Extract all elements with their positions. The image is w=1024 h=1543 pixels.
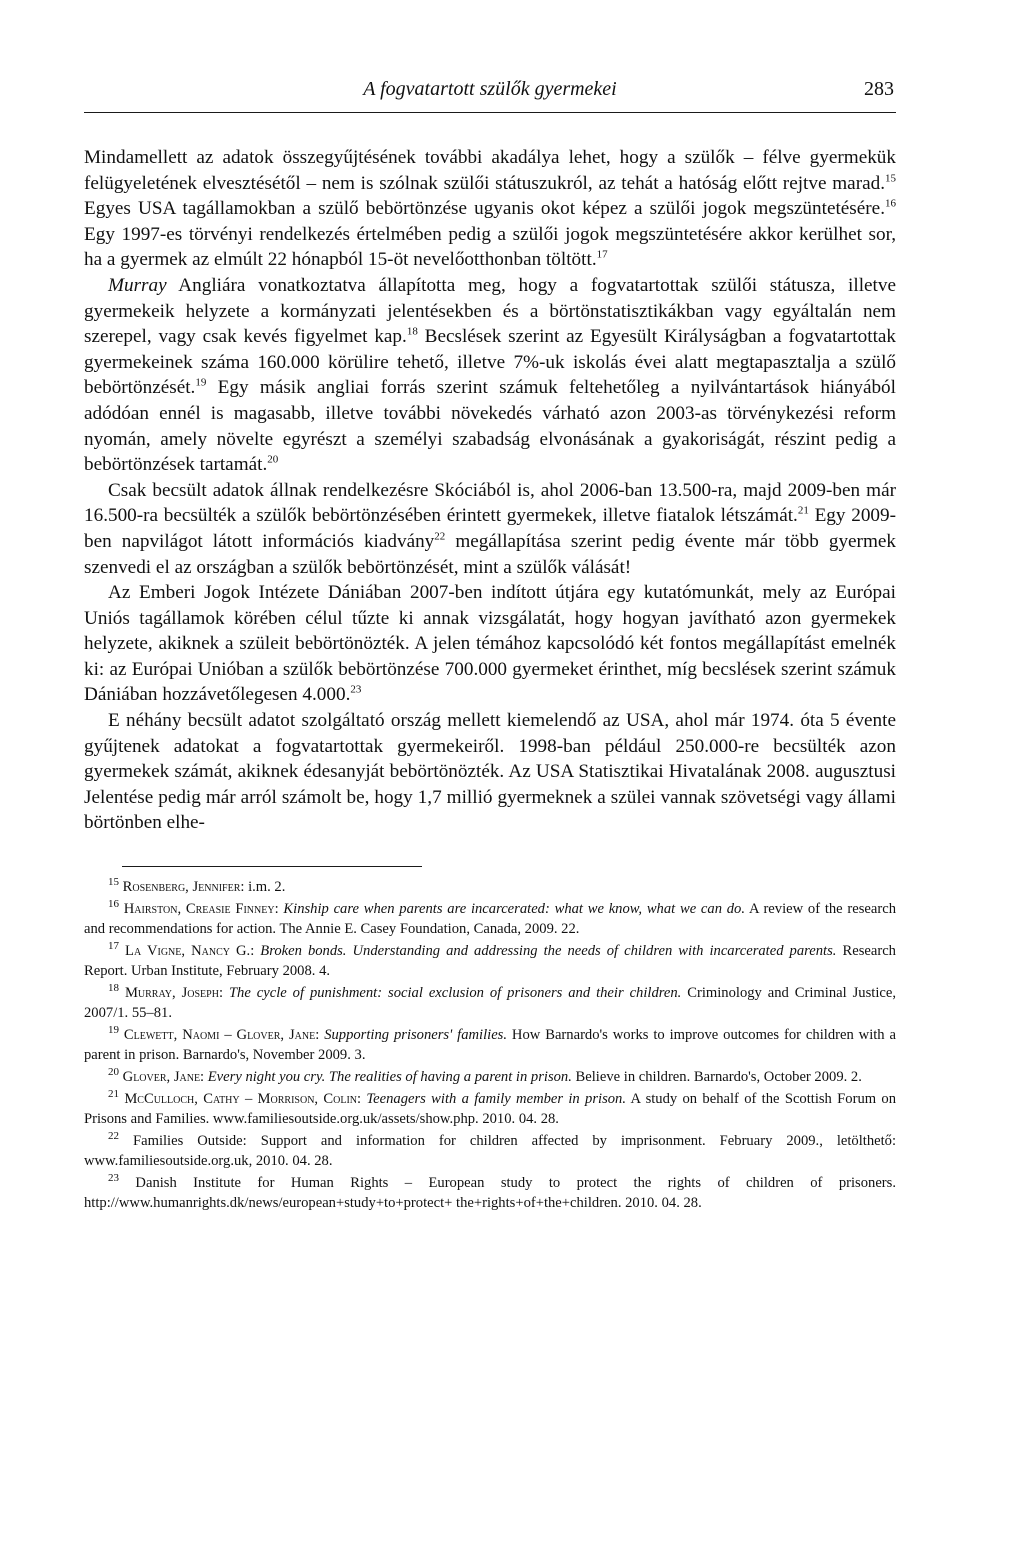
footnote-author: Rosenberg, Jennifer:	[122, 879, 245, 896]
text-run: A study on behalf of the Scottish Forum on Prisons and Families. www.familiesoutside.org.uk/assets/show.php. 2010. 04. 28.	[84, 1091, 897, 1128]
text-run: Az Emberi Jogok Intézete Dániában 2007-ben indított útjára egy kutatómunkát, mely az Európai Uniós tagállamok körében célul tűzte ki annak vizsgálatát, hogy hogyan javítható azon gyermekek helyzete, akiknek a szüleit bebörtönözték. A jelen témához kapcsolódó két fontos megállapítást emelnék ki: az Európai Unióban a szülők bebörtönzése 700.000 gyermeket érinthet, míg becslések szerint számuk Dániában hozzávetőlegesen 4.000.	[84, 582, 896, 706]
footnote-author: Hairston, Creasie Finney:	[123, 901, 279, 918]
footnote-ref: 16	[885, 197, 896, 210]
italic-text: Murray	[108, 274, 167, 296]
italic-text: Kinship care when parents are incarcerated: what we know, what we can do.	[283, 901, 745, 918]
footnote	[84, 877, 896, 897]
text-run: Families Outside: Support and information for children affected by imprisonment. February 2009., letölthető: www.familiesoutside.org.uk, 2010. 04. 28.	[84, 1133, 897, 1170]
text-run: Criminology and Criminal Justice, 2007/1. 55–81.	[84, 985, 896, 1022]
footnote-ref: 18	[406, 325, 418, 338]
italic-text: The cycle of punishment: social exclusion of prisoners and their children.	[228, 985, 682, 1002]
page	[84, 72, 896, 1215]
footnote-ref: 15	[885, 172, 896, 185]
footnote-number: 22	[108, 1130, 119, 1143]
page-number: 283	[864, 78, 894, 100]
footnote-ref: 19	[195, 376, 207, 389]
footnote	[84, 899, 896, 939]
body-paragraph	[84, 273, 896, 478]
text-run: Believe in children. Barnardo's, October 2009. 2.	[571, 1069, 862, 1086]
text-run: A review of the research and recommendations for action. The Annie E. Casey Foundation, Canada, 2009. 22.	[84, 901, 897, 938]
footnote-number: 15	[108, 876, 119, 889]
footnote	[84, 941, 896, 981]
body-text	[84, 145, 896, 836]
body-paragraph	[84, 478, 896, 580]
body-paragraph	[84, 580, 896, 708]
text-run: Angliára vonatkoztatva állapította meg, hogy a fogvatartottak szülői státusza, illetve gyermekeik helyzete a kormányzati jelentésekben és a börtönstatisztikákban vagy egyáltalán nem szerepel, vagy csak kevés figyelmet kap.	[84, 274, 896, 348]
footnote-author: Glover, Jane:	[122, 1069, 205, 1086]
footnote-number: 21	[108, 1088, 119, 1101]
running-head	[84, 72, 896, 113]
text-run: E néhány becsült adatot szolgáltató ország mellett kiemelendő az USA, ahol már 1974. óta 5 évente gyűjtenek adatokat a fogvatartottak gyermekeiről. 1998-ban például 250.000-re becsülték azon gyermekek számát, akiknek édesanyját bebörtönözték. Az USA Statisztikai Hivatalának 2008. augusztusi Jelentése pedig már arról számolt be, hogy 1,7 millió gyermeknek a szülei vannak szövetségi vagy állami börtönben elhe-	[84, 710, 896, 834]
running-title: A fogvatartott szülők gyermekei	[363, 78, 617, 100]
body-paragraph	[84, 708, 896, 836]
footnote-number: 20	[108, 1066, 119, 1079]
italic-text: Broken bonds. Understanding and addressing the needs of children with incarcerated parents.	[260, 943, 837, 960]
text-run: Research Report. Urban Institute, February 2008. 4.	[84, 943, 896, 980]
footnote-ref: 23	[350, 684, 362, 697]
footnote	[84, 1067, 896, 1087]
body-paragraph	[84, 145, 896, 273]
text-run: megállapítása szerint pedig évente már több gyermek szenvedi el az országban a szülők bebörtönzését, mint a szülők válását!	[84, 530, 896, 578]
footnote	[84, 1173, 896, 1213]
footnote-number: 18	[108, 982, 119, 995]
text-run: Danish Institute for Human Rights – European study to protect the rights of children of prisoners. http://www.humanrights.dk/news/european+study+to+protect+ the+rights+of+the+children. 2010. 04. 28.	[84, 1175, 896, 1212]
italic-text: Every night you cry. The realities of having a parent in prison.	[207, 1069, 572, 1086]
text-run: How Barnardo's works to improve outcomes for children with a parent in prison. Barnardo's, November 2009. 3.	[84, 1027, 896, 1064]
footnote	[84, 1089, 896, 1129]
text-run: i.m. 2.	[244, 879, 286, 896]
text-run: Csak becsült adatok állnak rendelkezésre Skóciából is, ahol 2006-ban 13.500-ra, majd 2009-ben már 16.500-ra becsülték a szülők bebörtönzésében érintett gyermekek, illetve fiatalok létszámát.	[84, 479, 896, 527]
footnote-divider	[122, 866, 422, 867]
footnote-ref: 20	[267, 453, 279, 466]
footnote-author: Clewett, Naomi – Glover, Jane:	[123, 1027, 320, 1044]
footnotes	[84, 877, 896, 1213]
footnote-number: 16	[108, 898, 119, 911]
footnote-ref: 21	[797, 504, 809, 517]
footnote-number: 17	[108, 940, 119, 953]
text-run: Becslések szerint az Egyesült Királyságban a fogvatartottak gyermekeinek száma 160.000 körülire tehető, illetve 7%-uk iskolás évei alatt megtapasztalja a szülő bebörtönzését.	[84, 326, 897, 399]
text-run: Egy 2009-ben napvilágot látott információs kiadvány	[84, 505, 896, 552]
footnote-ref: 22	[434, 530, 446, 543]
footnote-author: La Vigne, Nancy G.:	[125, 943, 255, 960]
footnote-number: 23	[108, 1172, 119, 1185]
italic-text: Supporting prisoners' families.	[324, 1027, 508, 1044]
footnote-ref: 17	[596, 248, 608, 261]
italic-text: Teenagers with a family member in prison.	[366, 1091, 626, 1108]
text-run: Egy másik angliai forrás szerint számuk feltehetőleg a nyilvántartások hiányából adódóan ennél is magasabb, illetve további növekedés várható azon 2003-as törvénykezési reform nyomán, amely növelte egyrészt a személyi szabadság elvonásának a gyakoriságát, részint pedig a bebörtönzések tartamát.	[84, 377, 896, 476]
footnote	[84, 1131, 896, 1171]
text-run: Egyes USA tagállamokban a szülő bebörtönzése ugyanis okot képez a szülői jogok megszüntetésére.	[84, 198, 885, 220]
footnote-number: 19	[108, 1024, 119, 1037]
footnote	[84, 1025, 896, 1065]
footnote-author: Murray, Joseph:	[124, 985, 223, 1002]
text-run: Mindamellett az adatok összegyűjtésének további akadálya lehet, hogy a szülők – félve gyermekük felügyeletének elvesztésétől – nem is szólnak szülői státuszukról, az tehát a hatóság előtt rejtve marad.	[84, 147, 896, 194]
text-run: Egy 1997-es törvényi rendelkezés értelmében pedig a szülői jogok megszüntetésére akkor kerülhet sor, ha a gyermek az elmúlt 22 hónapból 15-öt nevelőotthonban töltött.	[84, 223, 896, 271]
footnote	[84, 983, 896, 1023]
footnote-author: McCulloch, Cathy – Morrison, Colin:	[124, 1091, 362, 1108]
